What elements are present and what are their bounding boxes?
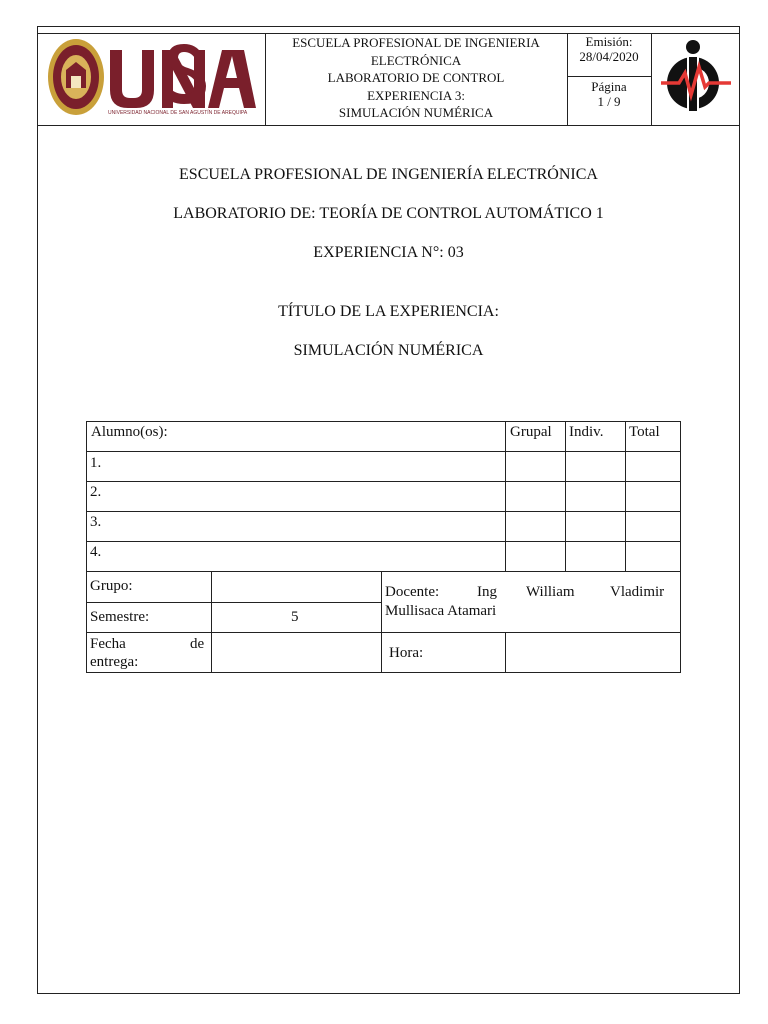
header-line: SIMULACIÓN NUMÉRICA xyxy=(338,105,494,120)
fecha-label-line2: entrega: xyxy=(90,654,139,670)
experience-number: EXPERIENCIA N°: 03 xyxy=(313,244,464,261)
header-line: ELECTRÓNICA xyxy=(370,52,462,68)
header-line: EXPERIENCIA 3: xyxy=(367,87,465,103)
semestre-label: Semestre: xyxy=(90,609,150,625)
header-line: LABORATORIO DE CONTROL xyxy=(327,70,505,85)
experience-title-label: TÍTULO DE LA EXPERIENCIA: xyxy=(278,303,499,320)
lab-title: LABORATORIO DE: TEORÍA DE CONTROL AUTOMÁTICO 1 xyxy=(173,205,604,222)
docente-surnames: Mullisaca Atamari xyxy=(385,603,497,619)
pagina-value: 1 / 9 xyxy=(597,94,621,109)
emision-label: Emisión: xyxy=(585,34,633,49)
grupo-label: Grupo: xyxy=(90,578,133,594)
school-title: ESCUELA PROFESIONAL DE INGENIERÍA ELECTRÓNICA xyxy=(179,166,598,183)
docente-first-name: William xyxy=(526,584,575,600)
fecha-label-de: de xyxy=(190,636,205,652)
emision-block xyxy=(568,34,650,64)
university-seal-icon xyxy=(44,36,262,118)
semestre-value: 5 xyxy=(291,609,299,625)
department-emblem-icon xyxy=(657,37,733,121)
students-header: Alumno(os): xyxy=(91,424,168,440)
logo-wordmark xyxy=(79,34,82,35)
university-logo xyxy=(44,36,262,118)
logo-subtext: UNIVERSIDAD NACIONAL DE SAN AGUSTÍN DE AREQUIPA xyxy=(108,110,248,116)
logo-letter-s xyxy=(160,42,208,104)
fecha-label-line1: Fecha xyxy=(90,636,126,652)
header-line: ESCUELA PROFESIONAL DE INGENIERIA xyxy=(292,35,540,50)
col-grupal: Grupal xyxy=(510,424,552,440)
student-row-2: 2. xyxy=(90,484,102,500)
col-indiv: Indiv. xyxy=(569,424,604,440)
pagina-block xyxy=(568,79,650,109)
pagina-label: Página xyxy=(591,79,627,94)
docente-label: Docente: xyxy=(385,584,440,600)
experience-title-value: SIMULACIÓN NUMÉRICA xyxy=(293,342,484,359)
col-total: Total xyxy=(629,424,660,440)
docente-middle-name: Vladimir xyxy=(610,584,665,600)
hora-label: Hora: xyxy=(389,645,424,661)
header-school-block xyxy=(266,34,566,122)
student-row-4: 4. xyxy=(90,544,102,560)
emision-date: 28/04/2020 xyxy=(579,49,639,64)
student-row-1: 1. xyxy=(90,455,102,471)
student-row-3: 3. xyxy=(90,514,102,530)
docente-title: Ing xyxy=(477,584,497,600)
